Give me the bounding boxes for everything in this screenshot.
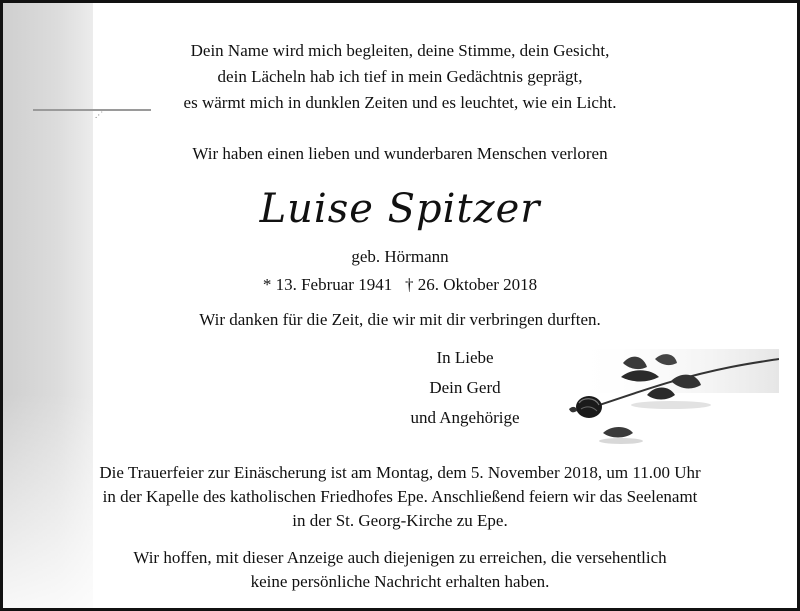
birth-name: geb. Hörmann bbox=[351, 247, 449, 266]
deceased-name: Luise Spitzer bbox=[259, 186, 541, 232]
signature-line-3: und Angehörige bbox=[410, 408, 520, 427]
poem-line-2: dein Lächeln hab ich tief in mein Gedächtnis geprägt, bbox=[217, 67, 583, 86]
poem-line-3: es wärmt mich in dunklen Zeiten und es leuchtet, wie ein Licht. bbox=[183, 93, 617, 112]
ceremony-line-2: in der Kapelle des katholischen Friedhofes Epe. Anschließend feiern wir das Seelenamt bbox=[102, 487, 698, 506]
rose-icon bbox=[551, 345, 779, 445]
intro-text: Wir haben einen lieben und wunderbaren Menschen verloren bbox=[192, 144, 608, 163]
thanks-text: Wir danken für die Zeit, die wir mit dir verbringen durften. bbox=[199, 310, 601, 329]
cross-dots: .·˙ bbox=[95, 110, 104, 120]
poem-line-1: Dein Name wird mich begleiten, deine Stimme, dein Gesicht, bbox=[190, 41, 610, 60]
signature-line-2: Dein Gerd bbox=[429, 378, 501, 397]
closing-line-2: keine persönliche Nachricht erhalten haben. bbox=[250, 572, 550, 591]
ceremony-line-3: in der St. Georg-Kirche zu Epe. bbox=[292, 511, 508, 530]
life-dates: * 13. Februar 1941 † 26. Oktober 2018 bbox=[262, 275, 538, 294]
closing-line-1: Wir hoffen, mit dieser Anzeige auch diejenigen zu erreichen, die versehentlich bbox=[133, 548, 667, 567]
notice-text bbox=[3, 3, 797, 608]
ceremony-line-1: Die Trauerfeier zur Einäscherung ist am Montag, dem 5. November 2018, um 11.00 Uhr bbox=[99, 463, 701, 482]
signature-line-1: In Liebe bbox=[436, 348, 494, 367]
